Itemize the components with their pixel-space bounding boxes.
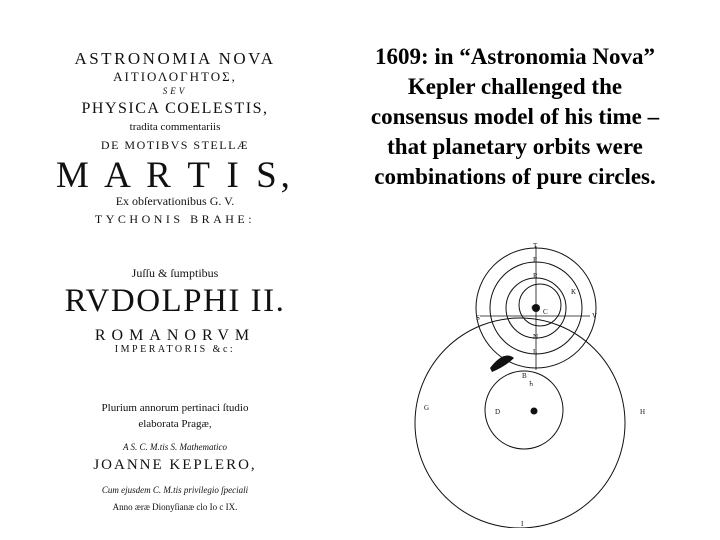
diagram-label-d: D — [495, 408, 501, 416]
title-line-physica-coelestis: PHYSICA COELESTIS, — [81, 100, 269, 117]
diagram-label-l: L — [533, 348, 538, 356]
diagram-label-t: T — [533, 242, 538, 250]
title-line-jussu: Juſſu & ſumptibus — [131, 266, 219, 280]
diagram-label-p: P — [533, 256, 537, 264]
comet-shape — [490, 356, 514, 372]
title-line-anno: Anno æræ Dionyſianæ clo Io c IX. — [112, 502, 238, 512]
orbit-circle-large — [415, 318, 625, 528]
title-line-de-motibus: DE MOTIBVS STELLÆ — [100, 138, 250, 152]
earth-symbol: ♄ — [528, 380, 535, 388]
title-page-image — [30, 40, 320, 520]
caption-line-5: combinations of pure circles. — [374, 164, 656, 189]
earth-body — [531, 408, 538, 415]
diagram-label-g: G — [424, 404, 430, 412]
orbit-diagram — [400, 238, 660, 528]
caption-line-2: Kepler challenged the — [407, 74, 623, 99]
diagram-label-s: S — [476, 314, 480, 322]
sun-symbol: ☉ — [531, 304, 538, 312]
diagram-label-r: R — [533, 272, 538, 280]
title-line-mathematico: A S. C. M.tis S. Mathematico — [122, 442, 228, 452]
title-line-kepler: JOANNE KEPLERO, — [93, 457, 257, 473]
diagram-label-v: V — [592, 312, 598, 320]
diagram-label-c: C — [543, 308, 548, 316]
title-line-romanorum: ROMANORVM — [94, 327, 256, 344]
title-line-rudolphi: RVDOLPHI II. — [64, 283, 286, 319]
title-line-privilegio: Cum ejusdem C. M.tis privilegio ſpeciali — [101, 485, 249, 495]
title-line-imperatoris: IMPERATORIS &c: — [114, 344, 236, 355]
title-line-greek: ΑΙΤΙΟΛΟΓΗΤΟΣ, — [113, 69, 237, 84]
title-line-tychonis-brahe: TYCHONIS BRAHE: — [94, 212, 256, 226]
title-line-plurium: Plurium annorum pertinaci ſtudio — [101, 402, 249, 414]
diagram-label-b: B — [522, 372, 527, 380]
title-line-seu: SEV — [162, 86, 188, 96]
title-line-astronomia-nova: ASTRONOMIA NOVA — [74, 49, 276, 68]
title-line-tradita: tradita commentariis — [129, 121, 221, 133]
diagram-label-i: I — [521, 520, 524, 528]
title-line-observationibus: Ex obſervationibus G. V. — [115, 194, 235, 208]
diagram-label-n: N — [533, 333, 539, 341]
title-line-martis: M A R T I S, — [56, 155, 294, 196]
diagram-label-k: K — [571, 288, 577, 296]
caption-line-3: consensus model of his time – — [370, 104, 660, 129]
title-line-elaborata: elaborata Pragæ, — [138, 418, 212, 430]
slide-caption — [335, 42, 695, 192]
caption-line-4: that planetary orbits were — [387, 134, 643, 159]
caption-line-1: 1609: in “Astronomia Nova” — [374, 44, 656, 69]
diagram-label-h: H — [640, 408, 646, 416]
